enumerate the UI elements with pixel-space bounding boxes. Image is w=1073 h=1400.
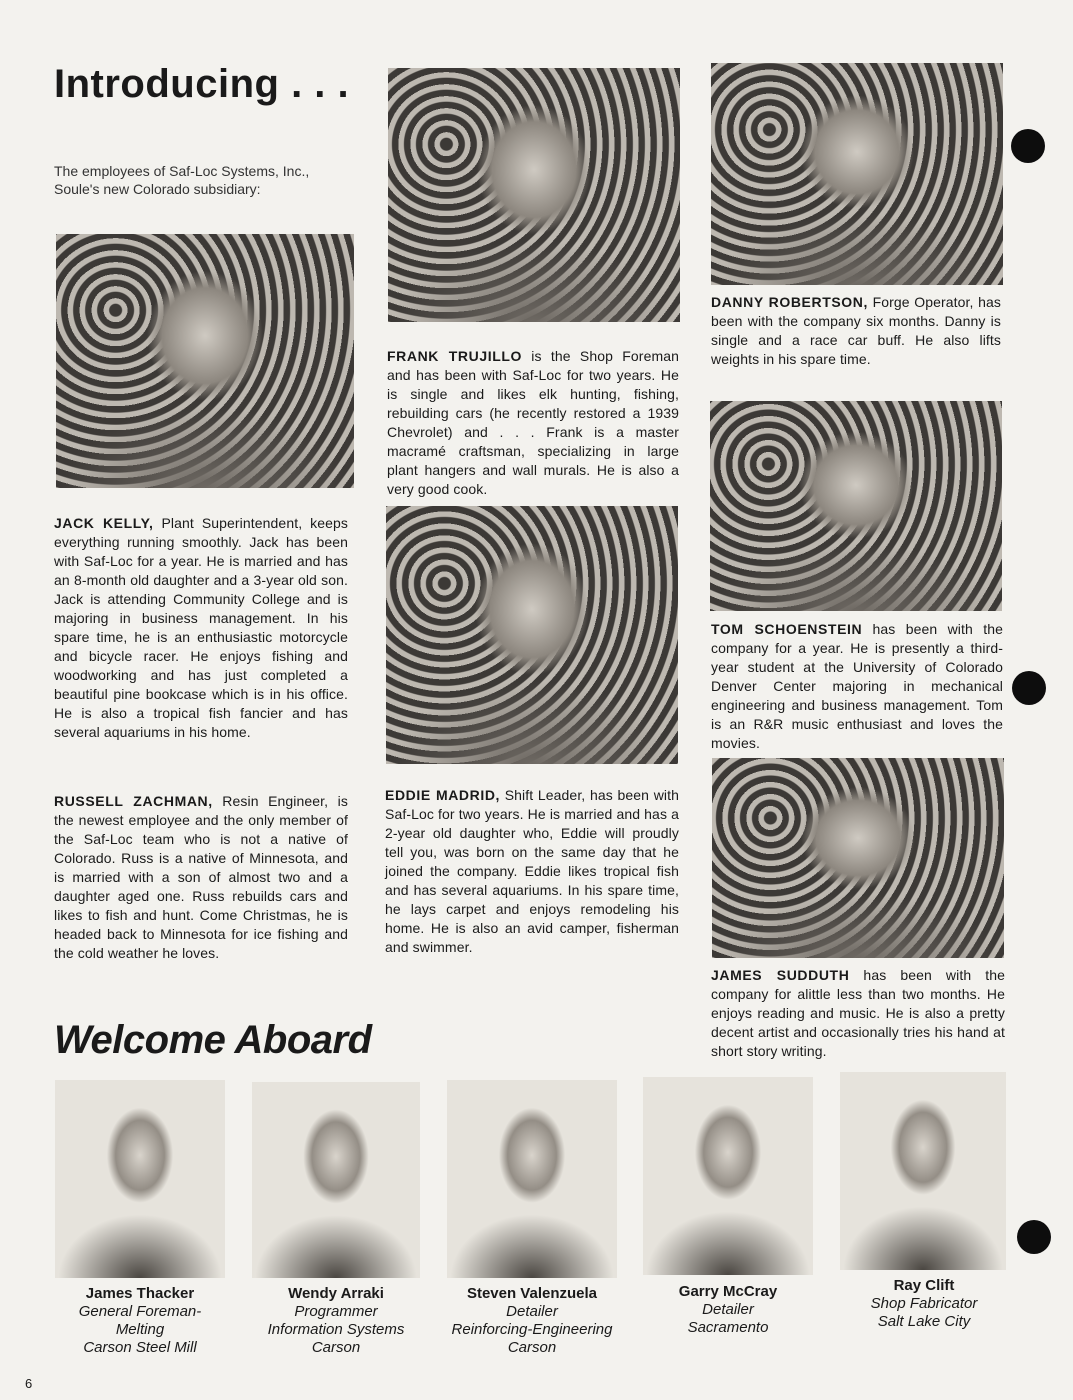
binder-hole	[1011, 129, 1045, 163]
person-location: Carson Steel Mill	[83, 1339, 197, 1356]
person-role: Melting	[115, 1321, 165, 1338]
profile-text: is the Shop Foreman and has been with Saf-Loc for two years. He is single and likes elk hunting, fishing, rebuilding cars (he recently restored a 1939 Chevrolet) and . . . Frank is a master macramé craftsman, specializing in large plant hangers and wall murals. He is also a very good cook.	[387, 348, 679, 497]
bio-russell-zachman	[54, 792, 348, 963]
photo-james-sudduth	[712, 758, 1004, 958]
profile-name: JAMES SUDDUTH	[711, 967, 850, 983]
profile-text: has been with the company for alittle less than two months. He enjoys reading and music. He is also a pretty decent artist and occasionally tries his hand at short story writing.	[711, 967, 1005, 1059]
binder-hole	[1017, 1220, 1051, 1254]
profile-name: JACK KELLY,	[54, 515, 154, 531]
welcome-title: Welcome Aboard	[54, 1018, 372, 1062]
bio-eddie-madrid	[385, 786, 679, 957]
person-role: Shop Fabricator	[870, 1295, 978, 1312]
intro-text: The employees of Saf-Loc Systems, Inc., Soule's new Colorado subsidiary:	[54, 163, 310, 197]
person-location: Carson	[507, 1339, 557, 1356]
person-location: Carson	[311, 1339, 361, 1356]
bio-danny-robertson	[711, 293, 1001, 369]
profile-text: Shift Leader, has been with Saf-Loc for two years. He is married and has a 2-year old daughter who, Eddie will proudly tell you, was born on the same day that he joined the company. Eddie likes tropical fish and has several aquariums. In his spare time, he lays carpet and enjoys remodeling his home. He is also an avid camper, fisherman and swimmer.	[385, 787, 680, 955]
person-location: Sacramento	[687, 1319, 769, 1336]
photo-wendy-arraki	[252, 1082, 420, 1278]
person-role: Programmer	[294, 1303, 378, 1320]
bio-james-sudduth	[711, 966, 1005, 1061]
person-department: Reinforcing-Engineering	[451, 1321, 613, 1338]
person-location: Salt Lake City	[877, 1313, 971, 1330]
bio-frank-trujillo	[387, 347, 679, 499]
caption-steven-valenzuela	[437, 1285, 627, 1357]
person-role: General Foreman-	[78, 1303, 202, 1320]
caption-ray-clift	[833, 1277, 1015, 1331]
profile-text: Resin Engineer, is the newest employee and the only member of the Saf-Loc team who is not a native of Colorado. Russ is a native of Minnesota, and is married with a son of almost two and a daughter aged one. Russ rebuilds cars and likes to fish and hunt. Come Christmas, he is headed back to Minnesota for ice fishing and the cold weather he loves.	[54, 793, 348, 961]
caption-james-thacker	[50, 1285, 230, 1357]
profile-text: Plant Superintendent, keeps everything running smoothly. Jack has been with Saf-Loc for a year. He is married and has an 8-month old daughter and a 3-year old son. Jack is attending Community College and is majoring in business management. In his spare time, he is an enthusiastic motorcycle and bicycle racer. He enjoys fishing and woodworking and has just completed a beautiful pine bookcase which is in his office. He is also a tropical fish fancier and has several aquariums in his home.	[54, 515, 348, 740]
photo-jack-kelly	[56, 234, 354, 488]
person-name: Ray Clift	[893, 1277, 955, 1294]
photo-steven-valenzuela	[447, 1080, 617, 1278]
photo-ray-clift	[840, 1072, 1006, 1270]
photo-eddie-madrid	[386, 506, 678, 764]
photo-frank-trujillo	[388, 68, 680, 322]
page-title: Introducing . . .	[54, 62, 350, 106]
person-department: Information Systems	[267, 1321, 405, 1338]
photo-danny-robertson	[711, 63, 1003, 285]
photo-james-thacker	[55, 1080, 225, 1278]
caption-garry-mccray	[638, 1283, 818, 1337]
person-name: James Thacker	[85, 1285, 195, 1302]
photo-tom-schoenstein	[710, 401, 1002, 611]
caption-wendy-arraki	[246, 1285, 426, 1357]
person-name: Steven Valenzuela	[466, 1285, 598, 1302]
profile-text: has been with the company for a year. He is presently a third-year student at the University of Colorado Denver Center majoring in mechanical engineering and business management. Tom is an R&R music enthusiast and loves the movies.	[711, 621, 1003, 751]
binder-hole	[1012, 671, 1046, 705]
person-name: Wendy Arraki	[288, 1285, 384, 1302]
profile-name: TOM SCHOENSTEIN	[711, 621, 863, 637]
person-name: Garry McCray	[678, 1283, 778, 1300]
person-role: Detailer	[506, 1303, 558, 1320]
profile-name: DANNY ROBERTSON,	[711, 294, 868, 310]
photo-garry-mccray	[643, 1077, 813, 1275]
profile-text: Forge Operator, has been with the company six months. Danny is single and a race car buff. He also lifts weights in his spare time.	[711, 294, 1001, 367]
page-number: 6	[25, 1376, 33, 1391]
profile-name: RUSSELL ZACHMAN,	[54, 793, 213, 809]
bio-tom-schoenstein	[711, 620, 1003, 753]
bio-jack-kelly	[54, 514, 348, 742]
person-role: Detailer	[702, 1301, 754, 1318]
profile-name: EDDIE MADRID,	[385, 787, 501, 803]
profile-name: FRANK TRUJILLO	[387, 348, 523, 364]
